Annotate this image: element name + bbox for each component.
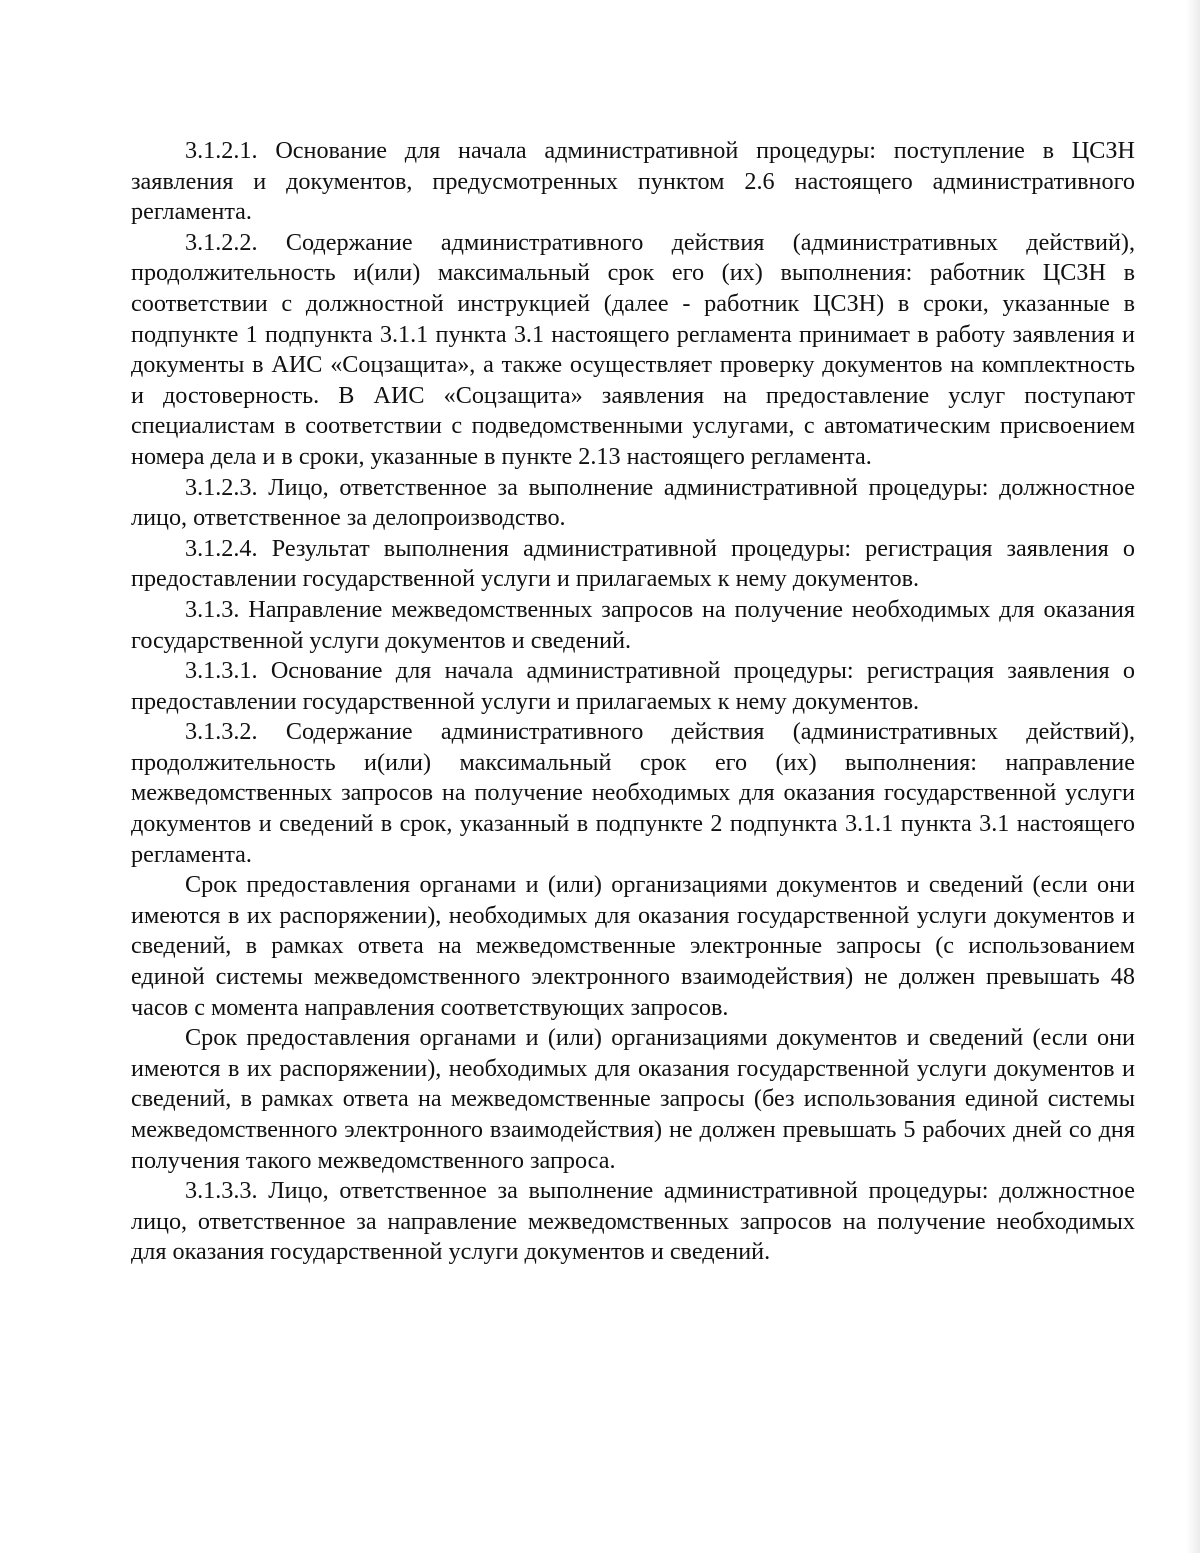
paragraph-3-1-2-4: 3.1.2.4. Результат выполнения административной процедуры: регистрация заявления о предоставлении государственной услуги и прилагаемых к нему документов. [131, 534, 1135, 593]
paragraph-3-1-3-3: 3.1.3.3. Лицо, ответственное за выполнение административной процедуры: должностное лицо, ответственное за направление межведомственных запросов на получение необходимых для оказания государственной услуги документов и сведений. [131, 1177, 1135, 1266]
page-edge-shadow [1186, 0, 1200, 1553]
paragraph-3-1-2-1: 3.1.2.1. Основание для начала административной процедуры: поступление в ЦСЗН заявления и документов, предусмотренных пунктом 2.6 настоящего административного регламента. [131, 137, 1135, 226]
document-body [131, 136, 1135, 1268]
paragraph-3-1-3-2: 3.1.3.2. Содержание административного действия (административных действий), продолжительность и(или) максимальный срок его (их) выполнения: направление межведомственных запросов на получение необходимых для оказания государственной услуги документов и сведений в срок, указанный в подпункте 2 подпункта 3.1.1 пункта 3.1 настоящего регламента. [131, 718, 1135, 868]
paragraph-deadline-non-electronic: Срок предоставления органами и (или) организациями документов и сведений (если они имеются в их распоряжении), необходимых для оказания государственной услуги документов и сведений, в рамках ответа на межведомственные запросы (без использования единой системы межведомственного электронного взаимодействия) не должен превышать 5 рабочих дней со дня получения такого межведомственного запроса. [131, 1024, 1135, 1174]
paragraph-3-1-3-1: 3.1.3.1. Основание для начала административной процедуры: регистрация заявления о предоставлении государственной услуги и прилагаемых к нему документов. [131, 657, 1135, 715]
paragraph-deadline-electronic: Срок предоставления органами и (или) организациями документов и сведений (если они имеются в их распоряжении), необходимых для оказания государственной услуги документов и сведений, в рамках ответа на межведомственные электронные запросы (с использованием единой системы межведомственного электронного взаимодействия) не должен превышать 48 часов с момента направления соответствующих запросов. [131, 871, 1135, 1021]
paragraph-3-1-3: 3.1.3. Направление межведомственных запросов на получение необходимых для оказания государственной услуги документов и сведений. [131, 595, 1135, 654]
paragraph-3-1-2-2: 3.1.2.2. Содержание административного действия (административных действий), продолжительность и(или) максимальный срок его (их) выполнения: работник ЦСЗН в соответствии с должностной инструкцией (далее - работник ЦСЗН) в сроки, указанные в подпункте 1 подпункта 3.1.1 пункта 3.1 настоящего регламента принимает в работу заявления и документы в АИС «Соцзащита», а также осуществляет проверку документов на комплектность и достоверность. В АИС «Соцзащита» заявления на предоставление услуг поступают специалистам в соответствии с подведомственными услугами, с автоматическим присвоением номера дела и в сроки, указанные в пункте 2.13 настоящего регламента. [131, 228, 1135, 470]
paragraph-3-1-2-3: 3.1.2.3. Лицо, ответственное за выполнение административной процедуры: должностное лицо, ответственное за делопроизводство. [131, 473, 1135, 532]
